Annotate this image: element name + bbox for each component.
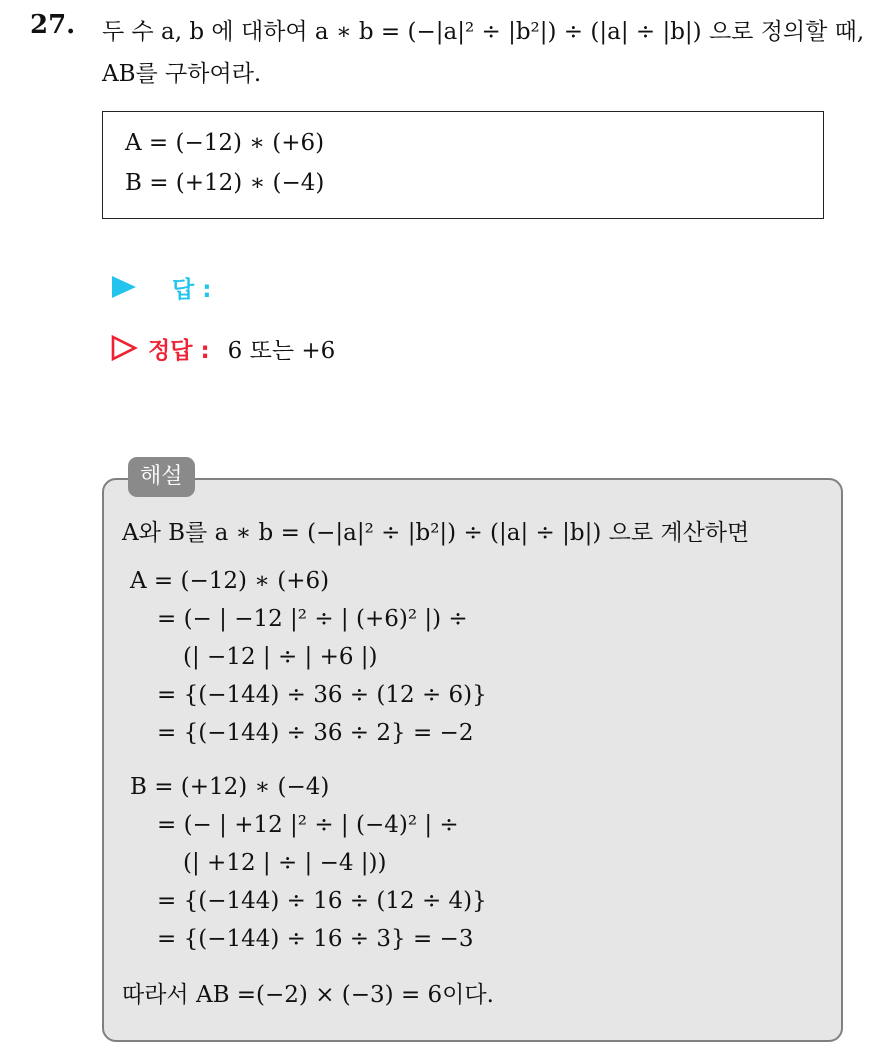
given-line-a: A = (−12) ∗ (+6) (125, 130, 325, 156)
question-number: 27. (30, 10, 76, 40)
correct-answer-label: 정답 : (148, 337, 210, 364)
given-box (102, 111, 824, 219)
solution-a-line: A = (−12) ∗ (+6) (130, 568, 330, 594)
solution-conclusion: 따라서 AB =(−2) × (−3) = 6이다. (122, 982, 494, 1008)
solution-box (102, 478, 843, 1042)
solution-a-line: = {(−144) ÷ 36 ÷ (12 ÷ 6)} (157, 682, 487, 708)
question-text (102, 11, 872, 95)
given-line-b: B = (+12) ∗ (−4) (125, 170, 325, 196)
solution-a-line: (| −12 | ÷ | +6 |) (183, 644, 378, 670)
solution-b-line: B = (+12) ∗ (−4) (130, 774, 330, 800)
solution-b-line: = (− | +12 |² ÷ | (−4)² | ÷ (157, 812, 459, 838)
solution-b-line: (| +12 | ÷ | −4 |)) (183, 850, 387, 876)
solution-a-line: = (− | −12 |² ÷ | (+6)² |) ÷ (157, 606, 468, 632)
correct-answer-row (110, 331, 335, 365)
answer-row (110, 270, 229, 304)
solution-intro: A와 B를 a ∗ b = (−|a|² ÷ |b²|) ÷ (|a| ÷ |b|) 으로 계산하면 (122, 520, 750, 546)
solution-b-line: = {(−144) ÷ 16 ÷ 3} = −3 (157, 926, 474, 952)
play-outline-icon (110, 334, 138, 362)
question-line-1: 두 수 a, b 에 대하여 a ∗ b = (−|a|² ÷ |b²|) ÷ (|a| ÷ |b|) 으로 정의할 때, (102, 19, 865, 45)
question-line-2: AB를 구하여라. (102, 61, 262, 87)
solution-b-line: = {(−144) ÷ 16 ÷ (12 ÷ 4)} (157, 888, 487, 914)
solution-tag: 해설 (128, 457, 195, 497)
solution-a-line: = {(−144) ÷ 36 ÷ 2} = −2 (157, 720, 474, 746)
play-icon (110, 273, 138, 301)
correct-answer-value: 6 또는 +6 (227, 337, 336, 364)
answer-label: 답 : (172, 276, 212, 303)
